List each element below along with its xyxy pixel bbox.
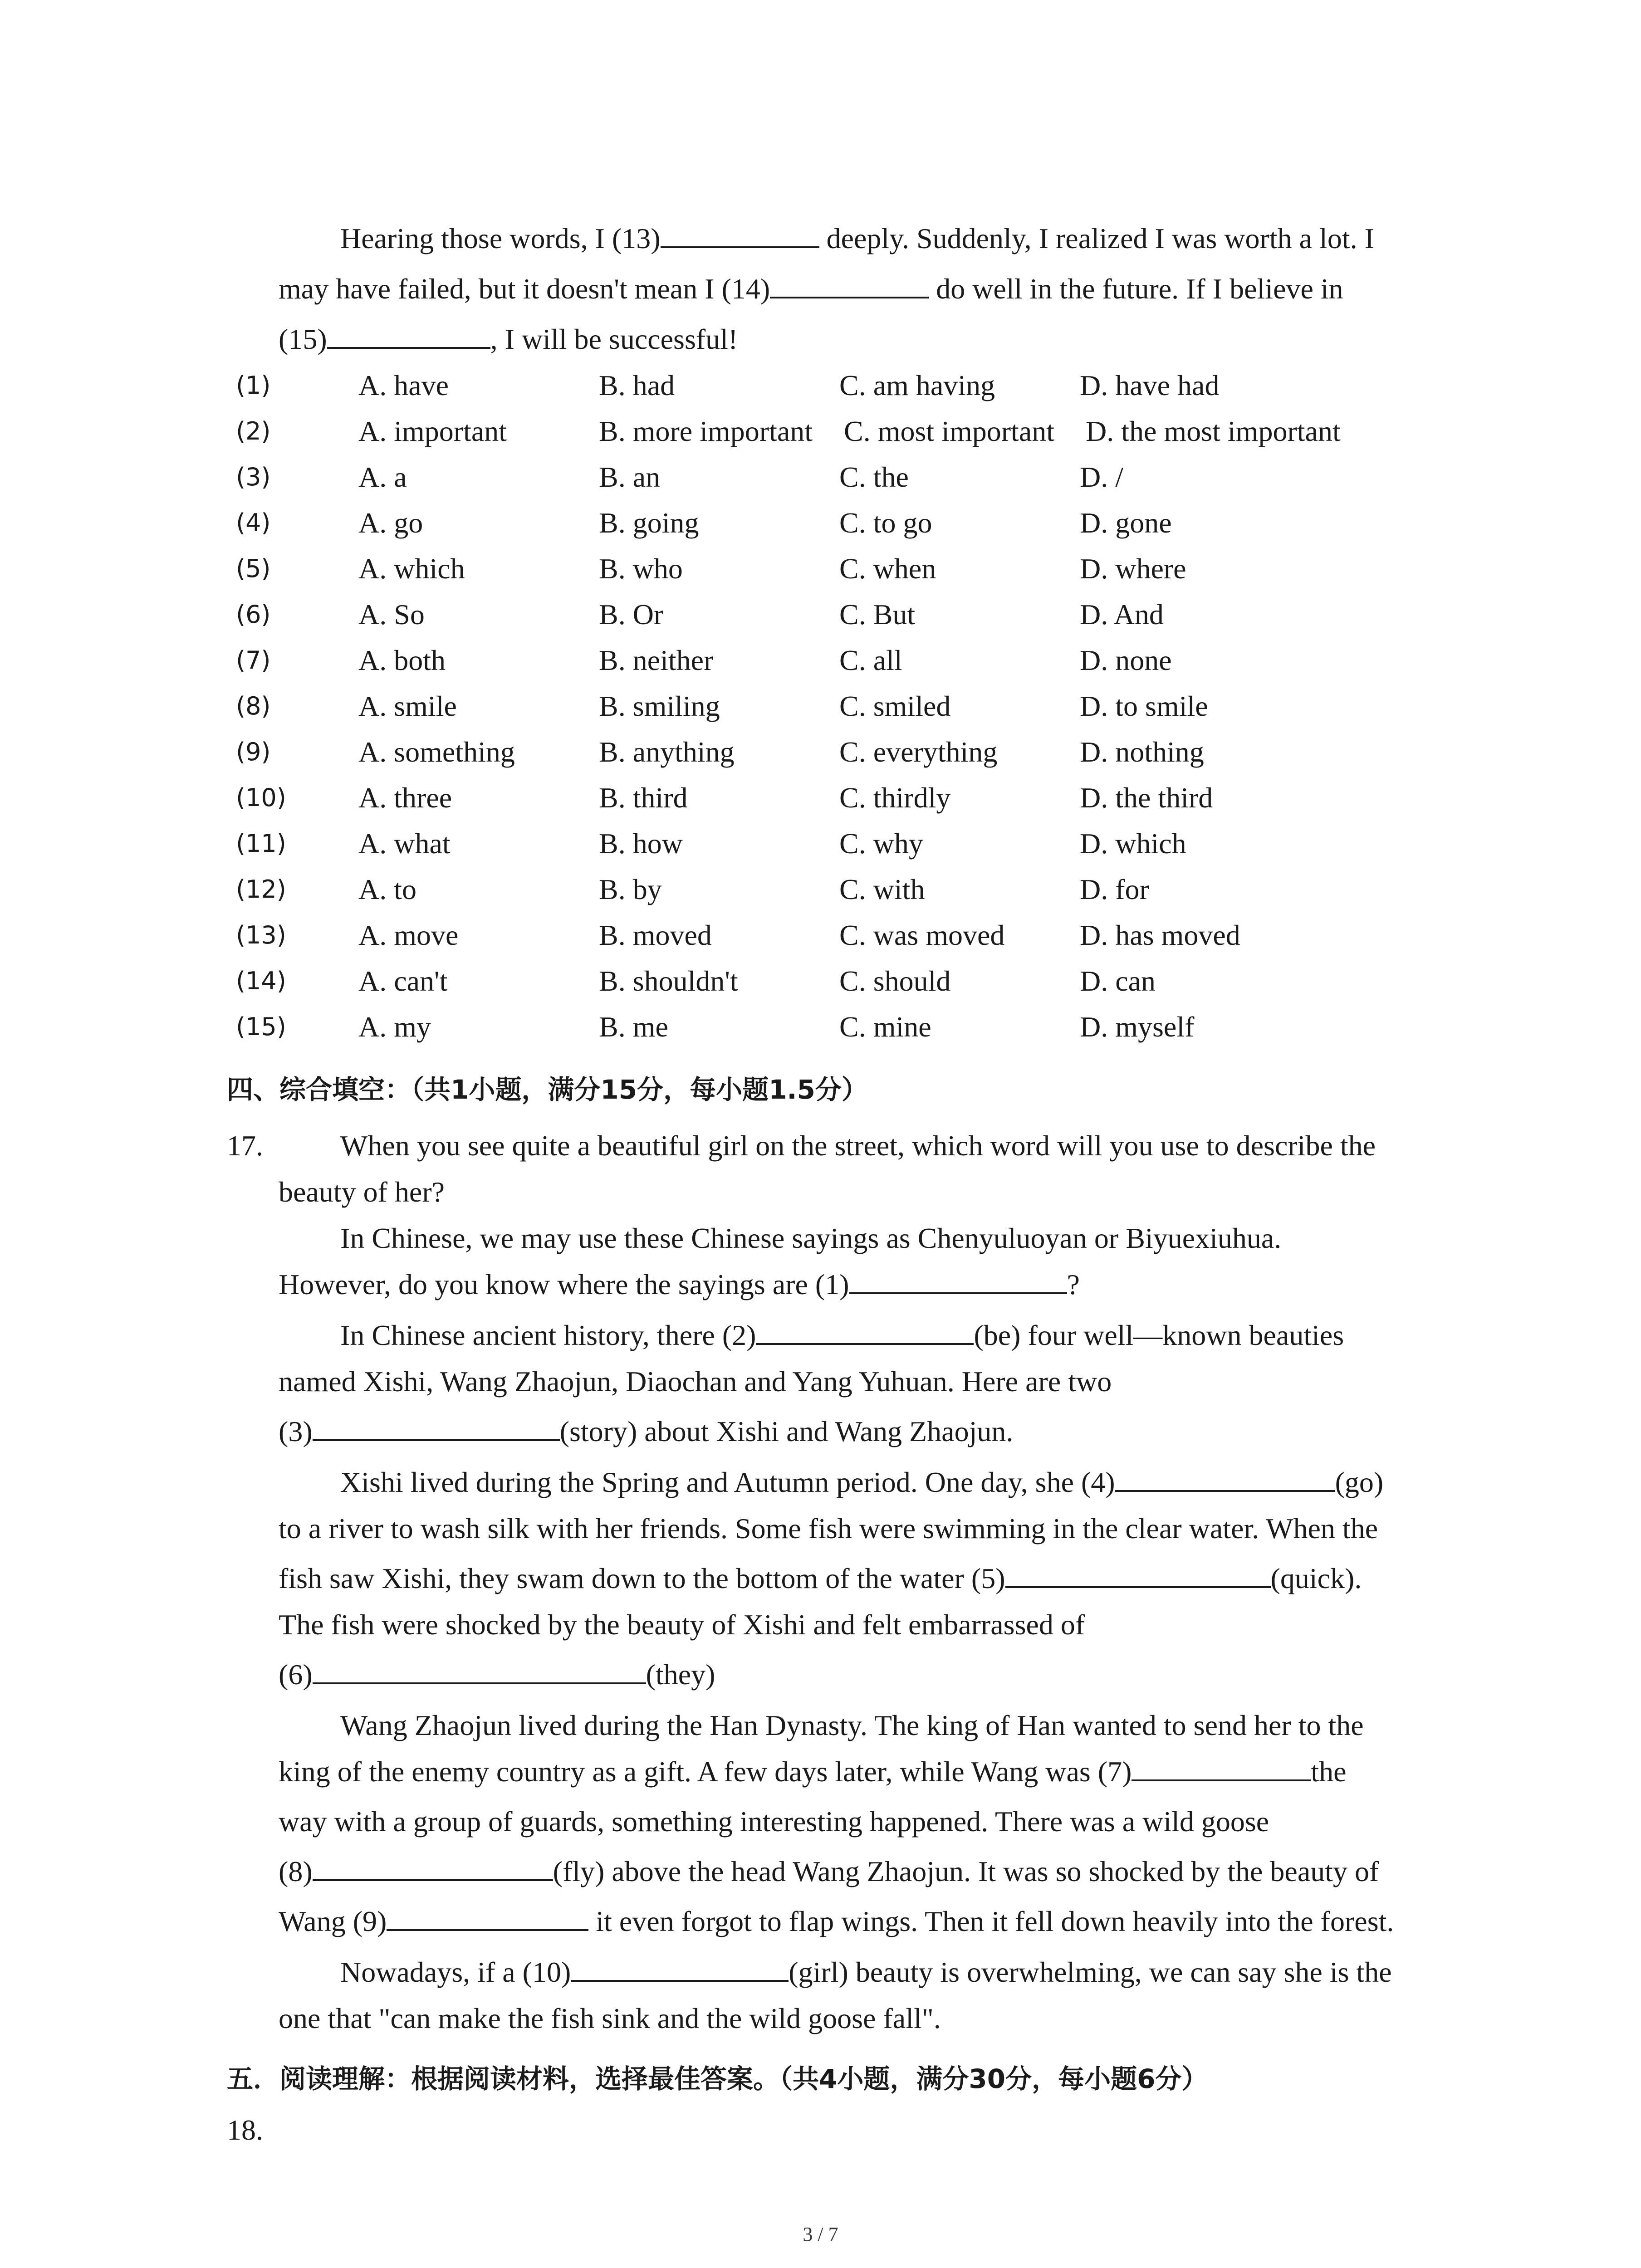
blank-7[interactable]	[1132, 1750, 1311, 1781]
q17-line: Wang Zhaojun lived during the Han Dynasty. The king of Han wanted to send her to the	[340, 1709, 1364, 1741]
option-row: (9) A. something B. anything C. everything D. nothing	[236, 736, 1204, 768]
blank-15[interactable]	[327, 318, 490, 349]
section-4-heading: 四、综合填空：（共1小题，满分15分，每小题1.5分）	[227, 1074, 868, 1105]
option-row: (10) A. three B. third C. thirdly D. the third	[236, 782, 1213, 814]
blank-1[interactable]	[849, 1263, 1067, 1294]
q17-line: Nowadays, if a (10) (girl) beauty is overwhelming, we can say she is the	[279, 1947, 1454, 1997]
option-row: (5) A. which B. who C. when D. where	[236, 552, 1186, 585]
question-18-number: 18.	[227, 2114, 263, 2146]
q17-line: (3) (story) about Xishi and Wang Zhaojun.	[279, 1406, 1454, 1457]
q17-line: beauty of her?	[279, 1176, 445, 1208]
option-row: (12) A. to B. by C. with D. for	[236, 873, 1149, 905]
option-row: (13) A. move B. moved C. was moved D. has moved	[236, 919, 1240, 951]
q17-line: named Xishi, Wang Zhaojun, Diaochan and Yang Yuhuan. Here are two	[279, 1365, 1112, 1398]
q17-line: king of the enemy country as a gift. A few days later, while Wang was (7) the	[279, 1746, 1454, 1797]
option-row: (6) A. So B. Or C. But D. And	[236, 598, 1164, 631]
passage-line-1: Hearing those words, I (13) deeply. Suddenly, I realized I was worth a lot. I	[279, 213, 1454, 264]
option-row: (7) A. both B. neither C. all D. none	[236, 644, 1172, 676]
q17-line: In Chinese ancient history, there (2) (be) four well—known beauties	[279, 1310, 1454, 1360]
section-5-heading: 五．阅读理解：根据阅读材料，选择最佳答案。（共4小题，满分30分，每小题6分）	[227, 2063, 1208, 2094]
blank-6[interactable]	[313, 1653, 646, 1684]
q17-line: When you see quite a beautiful girl on the street, which word will you use to describe the	[340, 1129, 1376, 1162]
blank-8[interactable]	[313, 1850, 553, 1881]
blank-2[interactable]	[756, 1314, 974, 1345]
blank-5[interactable]	[1005, 1557, 1271, 1588]
option-row: (11) A. what B. how C. why D. which	[236, 827, 1186, 860]
option-row: (3) A. a B. an C. the D. /	[236, 461, 1123, 493]
blank-4[interactable]	[1115, 1461, 1335, 1492]
option-row: (14) A. can't B. shouldn't C. should D. can	[236, 965, 1156, 997]
q17-line: Wang (9) it even forgot to flap wings. Then it fell down heavily into the forest.	[279, 1896, 1454, 1946]
option-row: (1) A. have B. had C. am having D. have had	[236, 369, 1220, 401]
option-row: (2) A. important B. more important C. most important D. the most important	[236, 415, 1341, 447]
blank-9[interactable]	[387, 1900, 588, 1931]
blank-3[interactable]	[313, 1410, 560, 1441]
q17-line: one that "can make the fish sink and the wild goose fall".	[279, 2002, 941, 2034]
q17-line: way with a group of guards, something interesting happened. There was a wild goose	[279, 1805, 1269, 1838]
q17-line: However, do you know where the sayings are (1) ?	[279, 1259, 1454, 1310]
q17-line: (6) (they)	[279, 1649, 1454, 1700]
q17-line: (8) (fly) above the head Wang Zhaojun. It was so shocked by the beauty of	[279, 1846, 1454, 1897]
passage-line-3: (15) , I will be successful!	[279, 314, 1454, 364]
blank-13[interactable]	[661, 217, 819, 248]
option-row: (8) A. smile B. smiling C. smiled D. to smile	[236, 690, 1208, 722]
page-number: 3 / 7	[803, 2223, 838, 2245]
q17-line: Xishi lived during the Spring and Autumn period. One day, she (4) (go)	[279, 1457, 1454, 1507]
q17-line: In Chinese, we may use these Chinese sayings as Chenyuluoyan or Biyuexiuhua.	[340, 1222, 1282, 1254]
q17-line: The fish were shocked by the beauty of Xishi and felt embarrassed of	[279, 1608, 1085, 1641]
blank-14[interactable]	[770, 268, 929, 298]
blank-10[interactable]	[571, 1951, 789, 1982]
passage-line-2: may have failed, but it doesn't mean I (14) do well in the future. If I believe in	[279, 264, 1454, 314]
option-row: (4) A. go B. going C. to go D. gone	[236, 507, 1172, 539]
q17-line: to a river to wash silk with her friends. Some fish were swimming in the clear water. When the	[279, 1512, 1378, 1545]
q17-line: fish saw Xishi, they swam down to the bottom of the water (5) (quick).	[279, 1553, 1454, 1603]
option-row: (15) A. my B. me C. mine D. myself	[236, 1011, 1195, 1043]
question-17-number: 17.	[227, 1129, 263, 1162]
